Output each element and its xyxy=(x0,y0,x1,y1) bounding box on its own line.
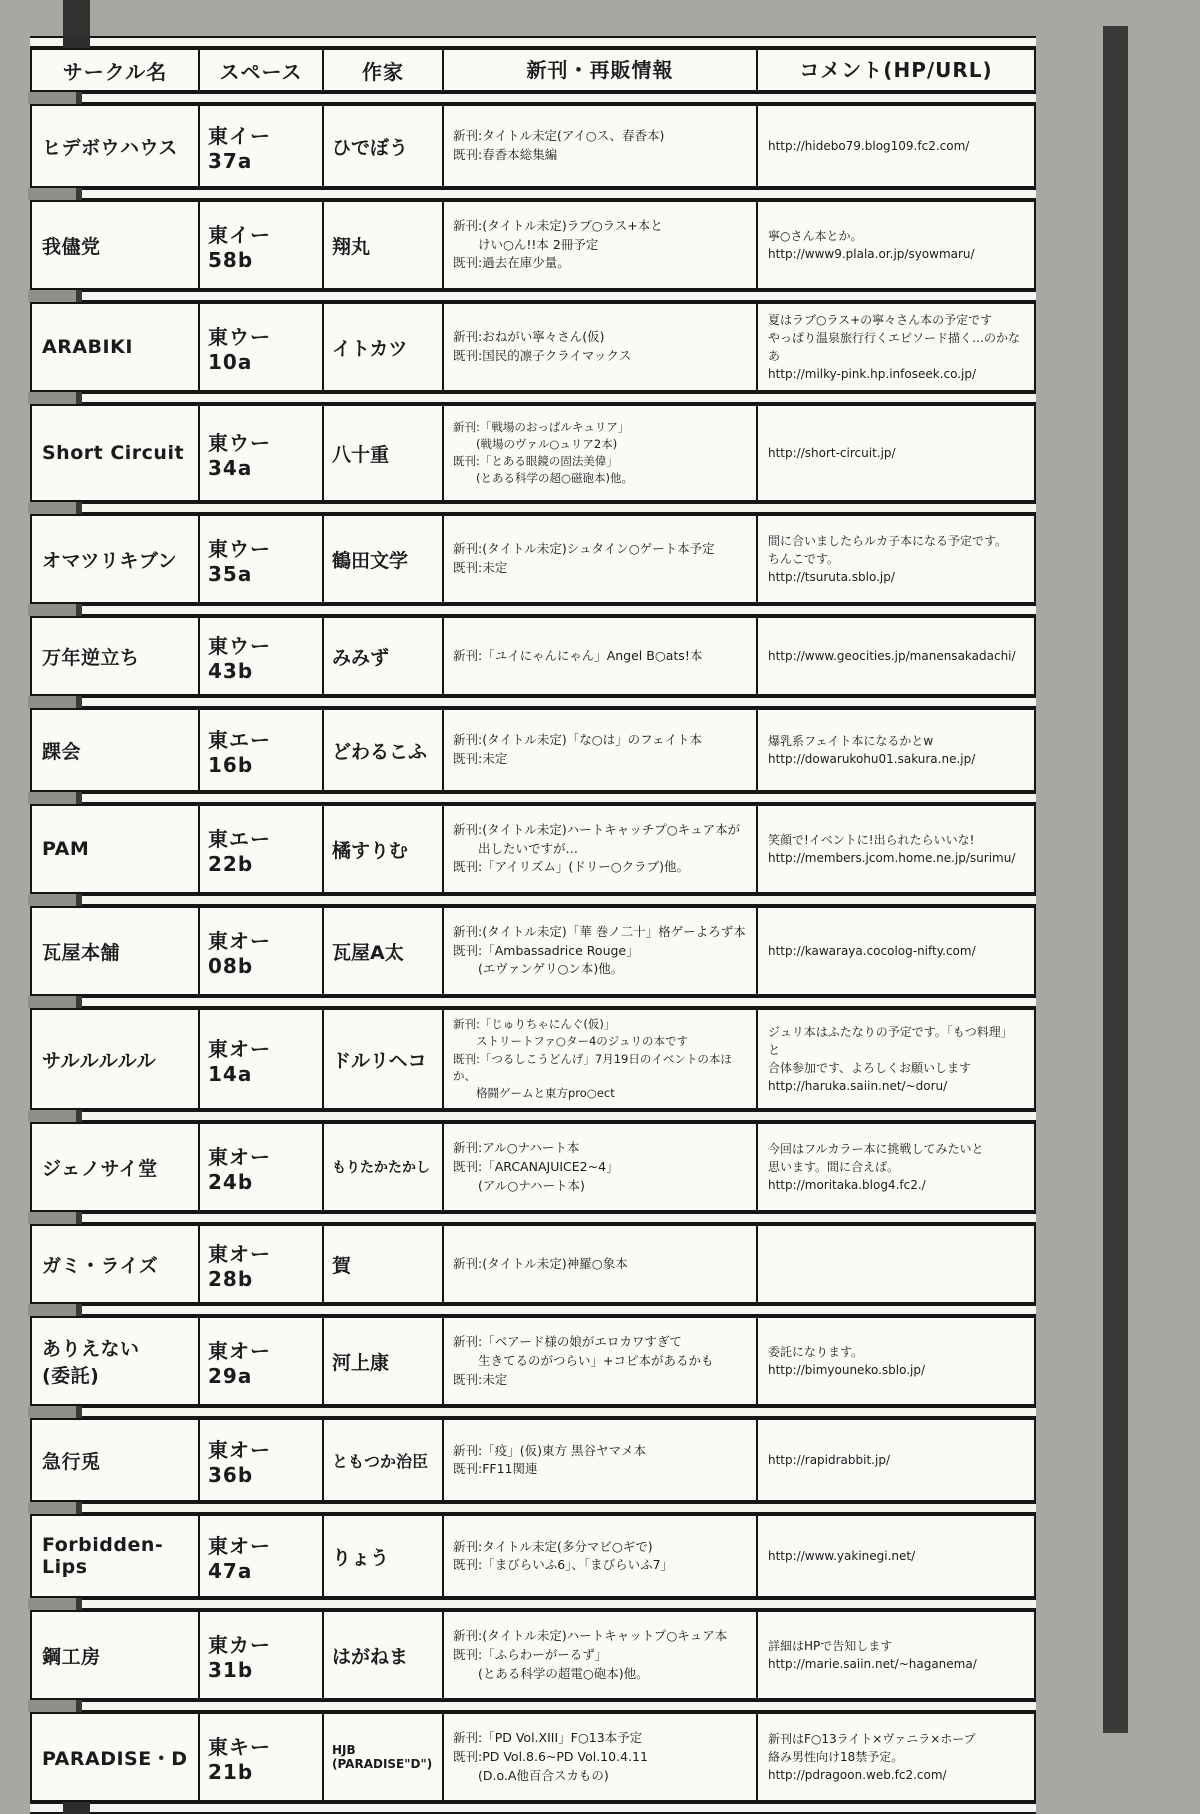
comment-line: 詳細はHPで告知します xyxy=(768,1639,893,1654)
url-text: http://members.jcom.home.ne.jp/surimu/ xyxy=(768,851,1016,865)
table-row xyxy=(30,1712,1036,1802)
circle-name-cell xyxy=(32,1318,198,1404)
info-line: 既刊:「ふらわーがーるず」 xyxy=(453,1646,608,1662)
info-line: 新刊:(タイトル未定)ハートキャットプ○キュア本 xyxy=(453,1628,728,1644)
space-cell xyxy=(198,304,322,390)
publication-info-cell xyxy=(442,406,756,500)
scan-band-artifact xyxy=(28,1700,82,1712)
info-line: 既刊:「ARCANAJUICE2~4」 xyxy=(453,1158,619,1174)
space-text: 東オー14a xyxy=(208,1036,271,1086)
circle-list-table xyxy=(30,36,1036,1814)
scan-band-artifact xyxy=(63,1802,90,1814)
publication-info-cell xyxy=(442,304,756,390)
circle-name-cell xyxy=(32,1226,198,1302)
column-header-label: 新刊・再販情報 xyxy=(526,58,674,82)
comment-line: やっぱり温泉旅行行くエピソード描く…のかなあ xyxy=(768,331,1021,363)
table-row xyxy=(30,104,1036,188)
info-line: 既刊:FF11関連 xyxy=(453,1461,538,1477)
url-text: http://short-circuit.jp/ xyxy=(768,446,896,460)
info-line: 新刊:「戦場のおっぱルキュリア」 xyxy=(453,419,630,434)
info-line: 新刊:タイトル未定(アイ○ス、春香本) xyxy=(453,128,665,144)
info-line: 新刊:(タイトル未定)シュタイン○ゲート本予定 xyxy=(453,541,715,557)
author-text: ひでぼう xyxy=(332,136,409,159)
table-row xyxy=(30,302,1036,392)
space-cell xyxy=(198,806,322,892)
comment-cell xyxy=(756,106,1034,186)
comment-line: 寧○さん本とか。 xyxy=(768,229,863,243)
author-cell xyxy=(322,1516,442,1596)
info-line: 新刊:「ベアード様の娘がエロカワすぎて xyxy=(453,1334,682,1350)
space-cell xyxy=(198,710,322,790)
scan-band-artifact xyxy=(28,894,82,906)
row-separator xyxy=(30,92,1036,104)
publication-info-cell xyxy=(442,1124,756,1210)
comment-cell xyxy=(756,1010,1034,1108)
info-line: 既刊:「Ambassadrice Rouge」 xyxy=(453,942,639,958)
info-line: 新刊:「PD Vol.XIII」F○13本予定 xyxy=(453,1730,643,1746)
info-line: 新刊:おねがい寧々さん(仮) xyxy=(453,329,605,345)
author-text: りょう xyxy=(332,1546,390,1569)
space-cell xyxy=(198,1124,322,1210)
publication-info-cell xyxy=(442,1226,756,1302)
scan-band-artifact xyxy=(28,290,82,302)
info-line: 新刊:「疫」(仮)東方 黒谷ヤマメ本 xyxy=(453,1442,646,1458)
circle-name-cell xyxy=(32,1124,198,1210)
comment-cell xyxy=(756,516,1034,602)
circle-name-cell xyxy=(32,710,198,790)
url-text: http://moritaka.blog4.fc2./ xyxy=(768,1178,926,1193)
author-text: 鶴田文学 xyxy=(332,549,409,572)
scan-band-artifact xyxy=(28,502,82,514)
comment-cell xyxy=(756,908,1034,994)
circle-name-text: ガミ・ライズ xyxy=(42,1254,159,1277)
url-text: http://pdragoon.web.fc2.com/ xyxy=(768,1768,947,1783)
table-row xyxy=(30,1514,1036,1598)
space-text: 東ウー43b xyxy=(208,633,271,683)
scan-band-artifact xyxy=(63,36,90,48)
row-separator xyxy=(30,1304,1036,1316)
publication-info-cell xyxy=(442,1010,756,1108)
scan-band-artifact xyxy=(28,996,82,1008)
url-text: http://marie.saiin.net/~haganema/ xyxy=(768,1657,977,1672)
info-line: 既刊:「つるしこうどんげ」7月19日のイベントの本ほか、 xyxy=(453,1051,732,1083)
circle-name-cell xyxy=(32,1516,198,1596)
row-separator xyxy=(30,502,1036,514)
info-line: 既刊:「まびらいふ6」、「まびらいふ7」 xyxy=(453,1557,674,1573)
table-row xyxy=(30,804,1036,894)
space-text: 東イー37a xyxy=(208,123,271,173)
author-text: はがねま xyxy=(332,1645,409,1668)
row-separator xyxy=(30,290,1036,302)
publication-info-cell xyxy=(442,806,756,892)
scan-band-artifact xyxy=(28,92,82,104)
comment-line: 夏はラブ○ラス+の寧々さん本の予定です xyxy=(768,313,993,327)
info-line: 新刊:タイトル未定(多分マビ○ギで) xyxy=(453,1538,653,1554)
circle-name-cell xyxy=(32,1612,198,1698)
circle-name-cell xyxy=(32,516,198,602)
url-text: http://milky-pink.hp.infoseek.co.jp/ xyxy=(768,367,977,381)
info-line: 既刊:国民的凛子クライマックス xyxy=(453,348,632,363)
info-line: 既刊:春香本総集編 xyxy=(453,147,558,162)
circle-name-text: Short Circuit xyxy=(42,442,185,464)
circle-name-text: 瓦屋本舗 xyxy=(42,941,121,964)
author-text: どわるこふ xyxy=(332,740,428,763)
url-text: http://dowarukohu01.sakura.ne.jp/ xyxy=(768,752,976,766)
circle-name-text: PAM xyxy=(42,838,90,860)
circle-name-text: 万年逆立ち xyxy=(42,646,140,669)
info-line: けい○ん!!本 2冊予定 xyxy=(453,236,599,252)
space-text: 東オー29a xyxy=(208,1338,271,1388)
row-separator xyxy=(30,1406,1036,1418)
row-separator xyxy=(30,792,1036,804)
circle-name-cell xyxy=(32,618,198,694)
scan-band-artifact xyxy=(28,604,82,616)
comment-cell xyxy=(756,1612,1034,1698)
scan-band-artifact xyxy=(28,1406,82,1418)
publication-info-cell xyxy=(442,516,756,602)
author-cell xyxy=(322,1318,442,1404)
column-header-comment xyxy=(756,50,1034,90)
table-row xyxy=(30,404,1036,502)
info-line: (とある科学の超電○砲本)他。 xyxy=(453,1665,649,1681)
author-text: 河上康 xyxy=(332,1351,390,1374)
column-header-author xyxy=(322,50,442,90)
url-text: http://tsuruta.sblo.jp/ xyxy=(768,570,895,584)
info-line: 新刊:(タイトル未定)神羅○象本 xyxy=(453,1255,628,1271)
info-line: 既刊:未定 xyxy=(453,751,508,766)
comment-cell xyxy=(756,1124,1034,1210)
comment-cell xyxy=(756,806,1034,892)
url-text: http://www.yakinegi.net/ xyxy=(768,1549,916,1564)
comment-line: 間に合いましたらルカ子本になる予定です。 xyxy=(768,534,1008,548)
author-cell xyxy=(322,1124,442,1210)
circle-name-cell xyxy=(32,908,198,994)
comment-cell xyxy=(756,710,1034,790)
scan-band-artifact xyxy=(28,1502,82,1514)
info-line: 既刊:PD Vol.8.6~PD Vol.10.4.11 xyxy=(453,1748,648,1764)
space-text: 東ウー34a xyxy=(208,430,271,480)
table-header-row xyxy=(30,48,1036,92)
space-text: 東エー22b xyxy=(208,826,271,876)
column-header-label: サークル名 xyxy=(62,59,168,84)
info-line: ストリートファ○ター4のジュリの本です xyxy=(453,1034,689,1049)
comment-line: 爆乳系フェイト本になるかとw xyxy=(768,734,934,748)
info-line: 既刊:未定 xyxy=(453,560,508,575)
space-text: 東ウー10a xyxy=(208,324,271,374)
circle-name-text: サルルルルル xyxy=(42,1049,157,1072)
space-text: 東キー21b xyxy=(208,1734,271,1784)
scan-band-artifact xyxy=(28,1212,82,1224)
table-row xyxy=(30,1316,1036,1406)
author-cell xyxy=(322,202,442,288)
row-separator xyxy=(30,894,1036,906)
scan-band-artifact xyxy=(28,1598,82,1610)
url-text: http://rapidrabbit.jp/ xyxy=(768,1453,890,1468)
comment-cell xyxy=(756,1516,1034,1596)
table-row xyxy=(30,1122,1036,1212)
row-separator xyxy=(30,1700,1036,1712)
space-text: 東エー16b xyxy=(208,727,271,777)
publication-info-cell xyxy=(442,1714,756,1800)
circle-name-cell xyxy=(32,1010,198,1108)
comment-cell xyxy=(756,1714,1034,1800)
space-text: 東オー47a xyxy=(208,1533,271,1583)
scan-band-artifact xyxy=(28,188,82,200)
scan-band-artifact xyxy=(28,1304,82,1316)
circle-name-cell xyxy=(32,1714,198,1800)
comment-cell xyxy=(756,304,1034,390)
table-row xyxy=(30,1008,1036,1110)
space-cell xyxy=(198,1010,322,1108)
comment-line: 合体参加です、よろしくお願いします xyxy=(768,1061,972,1076)
url-text: http://kawaraya.cocolog-nifty.com/ xyxy=(768,944,976,958)
author-text: イトカツ xyxy=(332,337,408,360)
author-cell xyxy=(322,1420,442,1500)
column-header-publication-info xyxy=(442,50,756,90)
author-text: HJB xyxy=(332,1743,356,1758)
table-row xyxy=(30,906,1036,996)
space-text: 東ウー35a xyxy=(208,536,271,586)
info-line: 新刊:「じゅりちゃにんぐ(仮)」 xyxy=(453,1017,616,1031)
info-line: 既刊:「とある眼鏡の固法美偉」 xyxy=(453,454,618,468)
author-text: 翔丸 xyxy=(332,235,371,258)
space-cell xyxy=(198,106,322,186)
comment-cell xyxy=(756,1226,1034,1302)
circle-name-cell xyxy=(32,106,198,186)
author-cell xyxy=(322,710,442,790)
author-text: 瓦屋A太 xyxy=(332,941,404,964)
comment-line: 思います。間に合えば。 xyxy=(768,1160,900,1175)
circle-name-cell xyxy=(32,304,198,390)
author-text: 橘すりむ xyxy=(332,839,409,862)
table-row xyxy=(30,1610,1036,1700)
author-cell xyxy=(322,1612,442,1698)
circle-name-cell xyxy=(32,202,198,288)
circle-name-text: ARABIKI xyxy=(42,336,133,358)
author-cell xyxy=(322,1010,442,1108)
circle-name-cell xyxy=(32,806,198,892)
row-separator xyxy=(30,1598,1036,1610)
info-line: 新刊:「ユイにゃんにゃん」Angel B○ats!本 xyxy=(453,647,703,663)
author-cell xyxy=(322,304,442,390)
space-cell xyxy=(198,1226,322,1302)
circle-name-text: Forbidden-Lips xyxy=(42,1534,164,1579)
table-row xyxy=(30,1418,1036,1502)
comment-cell xyxy=(756,618,1034,694)
publication-info-cell xyxy=(442,1420,756,1500)
space-cell xyxy=(198,516,322,602)
circle-name-cell xyxy=(32,406,198,500)
author-cell xyxy=(322,1226,442,1302)
publication-info-cell xyxy=(442,1612,756,1698)
comment-line: 新刊はF○13ライト×ヴァニラ×ホープ xyxy=(768,1732,976,1747)
publication-info-cell xyxy=(442,202,756,288)
scan-band-artifact xyxy=(28,696,82,708)
info-line: 格闘ゲームと東方pro○ect xyxy=(453,1086,615,1100)
space-cell xyxy=(198,202,322,288)
space-cell xyxy=(198,1516,322,1596)
space-text: 東オー24b xyxy=(208,1144,271,1194)
url-text: http://bimyouneko.sblo.jp/ xyxy=(768,1363,926,1378)
page-right-scan-band xyxy=(1103,26,1128,1733)
publication-info-cell xyxy=(442,908,756,994)
comment-cell xyxy=(756,406,1034,500)
column-header-label: コメント(HP/URL) xyxy=(799,58,993,82)
column-header-circle-name xyxy=(32,50,198,90)
author-text: ともつか治臣 xyxy=(332,1451,429,1471)
comment-line: ジュリ本はふたなりの予定です。「もつ料理」と xyxy=(768,1025,1013,1058)
publication-info-cell xyxy=(442,1318,756,1404)
circle-name-text: PARADISE・D xyxy=(42,1747,188,1770)
space-text: 東オー36b xyxy=(208,1437,271,1487)
space-cell xyxy=(198,908,322,994)
url-text: http://www9.plala.or.jp/syowmaru/ xyxy=(768,247,975,261)
info-line: (戦場のヴァル○ュリア2本) xyxy=(453,436,618,451)
circle-name-text: ジェノサイ堂 xyxy=(42,1157,158,1180)
publication-info-cell xyxy=(442,1516,756,1596)
info-line: 新刊:アル○ナハート本 xyxy=(453,1140,580,1156)
author-cell xyxy=(322,806,442,892)
author-cell xyxy=(322,406,442,500)
url-text: http://haruka.saiin.net/~doru/ xyxy=(768,1079,948,1094)
column-header-label: 作家 xyxy=(362,59,404,84)
author-text: もりたかたかし xyxy=(332,1160,430,1177)
info-line: 既刊:過去在庫少量。 xyxy=(453,255,570,271)
column-header-label: スペース xyxy=(219,59,303,84)
space-text: 東オー28b xyxy=(208,1241,271,1291)
info-line: 既刊:未定 xyxy=(453,1371,508,1387)
author-cell xyxy=(322,1714,442,1800)
url-text: http://www.geocities.jp/manensakadachi/ xyxy=(768,649,1016,663)
publication-info-cell xyxy=(442,106,756,186)
author-cell xyxy=(322,908,442,994)
circle-name-text: ヒデボウハウス xyxy=(42,136,178,159)
scan-band-artifact xyxy=(28,1110,82,1122)
row-separator xyxy=(30,996,1036,1008)
author-text: みみず xyxy=(332,646,390,669)
space-cell xyxy=(198,618,322,694)
info-line: 生きてるのがつらい」+コピ本があるかも xyxy=(453,1352,714,1368)
space-cell xyxy=(198,1612,322,1698)
comment-line: 今回はフルカラー本に挑戦してみたいと xyxy=(768,1142,984,1157)
space-text: 東カー31b xyxy=(208,1632,271,1682)
table-row xyxy=(30,514,1036,604)
circle-name-text: 踝会 xyxy=(42,740,82,763)
publication-info-cell xyxy=(442,710,756,790)
space-cell xyxy=(198,1420,322,1500)
comment-cell xyxy=(756,1420,1034,1500)
info-line: 新刊:(タイトル未定)「な○は」のフェイト本 xyxy=(453,732,702,748)
author-cell xyxy=(322,106,442,186)
circle-name-text: ありえない xyxy=(42,1338,140,1361)
info-line: 新刊:(タイトル未定)ラブ○ラス+本と xyxy=(453,217,663,233)
comment-line: 絡み男性向け18禁予定。 xyxy=(768,1750,904,1765)
comment-line: 笑顔で!イベントに!出られたらいいな! xyxy=(768,833,975,847)
row-separator xyxy=(30,604,1036,616)
info-line: 新刊:(タイトル未定)ハートキャッチプ○キュア本が xyxy=(453,821,741,837)
row-separator xyxy=(30,1502,1036,1514)
info-line: 新刊:(タイトル未定)「華 巻ノ二十」格ゲーよろず本 xyxy=(453,923,746,939)
row-separator xyxy=(30,36,1036,48)
row-separator xyxy=(30,1212,1036,1224)
space-cell xyxy=(198,406,322,500)
row-separator xyxy=(30,392,1036,404)
circle-name-text: 急行兎 xyxy=(42,1450,101,1473)
row-separator xyxy=(30,696,1036,708)
info-line: 既刊:「アイリズム」(ドリー○クラブ)他。 xyxy=(453,859,689,875)
table-row xyxy=(30,200,1036,290)
row-separator xyxy=(30,1802,1036,1814)
circle-name-text: 我儘党 xyxy=(42,235,101,258)
scan-band-artifact xyxy=(28,792,82,804)
author-cell xyxy=(322,618,442,694)
comment-cell xyxy=(756,1318,1034,1404)
author-text: 賀 xyxy=(332,1254,352,1277)
space-cell xyxy=(198,1714,322,1800)
info-line: (とある科学の超○磁砲本)他。 xyxy=(453,471,634,486)
comment-cell xyxy=(756,202,1034,288)
circle-name-text: (委託) xyxy=(42,1365,100,1388)
circle-name-text: 鋼工房 xyxy=(42,1645,101,1668)
space-cell xyxy=(198,1318,322,1404)
row-separator xyxy=(30,1110,1036,1122)
url-text: http://hidebo79.blog109.fc2.com/ xyxy=(768,139,970,153)
table-row xyxy=(30,1224,1036,1304)
info-line: (アル○ナハート本) xyxy=(453,1177,585,1193)
circle-name-text: オマツリキブン xyxy=(42,549,178,572)
comment-line: ちんこです。 xyxy=(768,552,840,566)
comment-line: 委託になります。 xyxy=(768,1345,864,1360)
author-text: 八十重 xyxy=(332,443,390,466)
table-row xyxy=(30,708,1036,792)
column-header-space xyxy=(198,50,322,90)
publication-info-cell xyxy=(442,618,756,694)
author-text: (PARADISE"D") xyxy=(332,1757,433,1772)
scan-band-artifact xyxy=(28,392,82,404)
table-row xyxy=(30,616,1036,696)
author-cell xyxy=(322,516,442,602)
space-text: 東オー08b xyxy=(208,928,271,978)
info-line: (エヴァンゲリ○ン本)他。 xyxy=(453,961,624,977)
info-line: (D.o.A他百合スカもの) xyxy=(453,1767,609,1783)
circle-name-cell xyxy=(32,1420,198,1500)
space-text: 東イー58b xyxy=(208,222,271,272)
info-line: 出したいですが… xyxy=(453,840,579,856)
row-separator xyxy=(30,188,1036,200)
author-text: ドルリヘコ xyxy=(332,1049,427,1072)
